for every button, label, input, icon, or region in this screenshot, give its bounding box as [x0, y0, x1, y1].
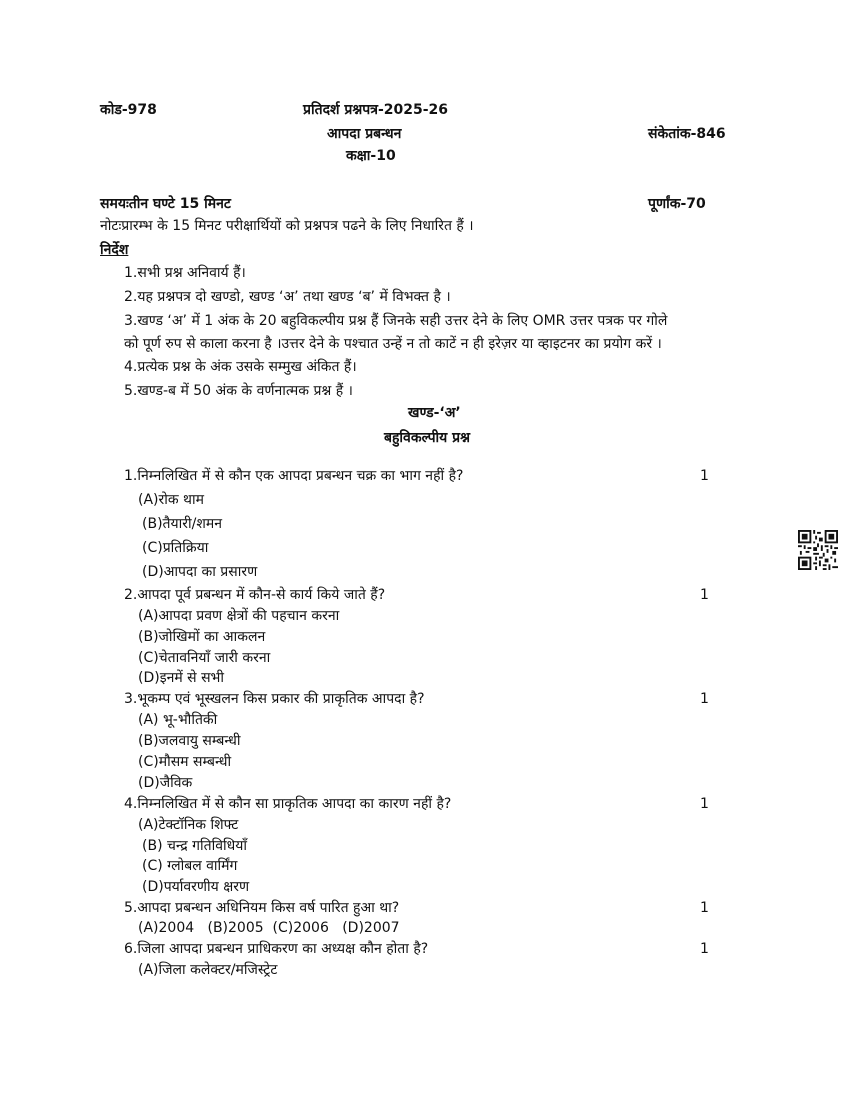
- qr-code-icon: [798, 530, 838, 570]
- question-text: 3.भूकम्प एवं भूस्खलन किस प्रकार की प्राकृतिक आपदा है?: [124, 691, 425, 707]
- question-marks: 1: [700, 587, 709, 603]
- option: (A)आपदा प्रवण क्षेत्रों की पहचान करना: [138, 608, 340, 624]
- note: नोटःप्रारम्भ के 15 मिनट परीक्षार्थियों को प्रश्नपत्र पढने के लिए निधारित हैं ।: [100, 218, 474, 234]
- section-title: खण्ड-‘अ’: [408, 405, 461, 421]
- option: (A)टेक्टॉनिक शिफ्ट: [138, 817, 239, 833]
- option: (A)रोक थाम: [138, 492, 204, 508]
- paper-title: प्रतिदर्श प्रश्नपत्र-2025-26: [303, 102, 449, 118]
- question-text: 4.निम्नलिखित में से कौन सा प्राकृतिक आपदा का कारण नहीं है?: [124, 796, 452, 812]
- option: (A)2004 (B)2005 (C)2006 (D)2007: [138, 920, 400, 936]
- question-text: 6.जिला आपदा प्रबन्धन प्राधिकरण का अध्यक्ष कौन होता है?: [124, 941, 429, 957]
- paper-code: कोड-978: [100, 102, 157, 118]
- option: (B)जोखिमों का आकलन: [138, 629, 266, 645]
- question-marks: 1: [700, 900, 709, 916]
- question-text: 5.आपदा प्रबन्धन अधिनियम किस वर्ष पारित हुआ था?: [124, 900, 400, 916]
- time-allowed: समयःतीन घण्टे 15 मिनट: [100, 196, 231, 212]
- option: (D)इनमें से सभी: [138, 670, 225, 686]
- instruction-item: 4.प्रत्येक प्रश्न के अंक उसके सम्मुख अंकित हैं।: [124, 359, 357, 375]
- instructions-heading: निर्देश: [100, 242, 129, 258]
- option: (D)पर्यावरणीय क्षरण: [142, 879, 250, 895]
- question-marks: 1: [700, 468, 709, 484]
- option: (C) ग्लोबल वार्मिंग: [142, 858, 238, 874]
- section-subtitle: बहुविकल्पीय प्रश्न: [384, 430, 471, 446]
- question-marks: 1: [700, 691, 709, 707]
- option: (D)जैविक: [138, 775, 193, 791]
- subject-title: आपदा प्रबन्धन: [327, 126, 402, 142]
- class-label: कक्षा-10: [346, 148, 396, 164]
- option: (D)आपदा का प्रसारण: [142, 564, 258, 580]
- option: (B)तैयारी/शमन: [142, 516, 222, 532]
- max-marks: पूर्णांक-70: [648, 196, 706, 212]
- option: (C)प्रतिक्रिया: [142, 540, 209, 556]
- option: (B)जलवायु सम्बन्धी: [138, 733, 241, 749]
- question-text: 2.आपदा पूर्व प्रबन्धन में कौन-से कार्य किये जाते हैं?: [124, 587, 386, 603]
- option: (A) भू-भौतिकी: [138, 712, 218, 728]
- instruction-item: 5.खण्ड-ब में 50 अंक के वर्णनात्मक प्रश्न हैं ।: [124, 383, 353, 399]
- option: (A)जिला कलेक्टर/मजिस्ट्रेट: [138, 962, 278, 978]
- option: (C)चेतावनियाँ जारी करना: [138, 650, 271, 666]
- option: (B) चन्द्र गतिविधियाँ: [142, 838, 247, 854]
- question-marks: 1: [700, 941, 709, 957]
- instruction-item: 1.सभी प्रश्न अनिवार्य हैं।: [124, 265, 246, 281]
- instruction-item: को पूर्ण रुप से काला करना है ।उत्तर देने के पश्चात उन्हें न तो काटें न ही इरेज़र या व्हाइटनर का प्रयोग करें ।: [124, 336, 662, 352]
- option: (C)मौसम सम्बन्धी: [138, 754, 232, 770]
- subject-code: संकेतांक-846: [648, 126, 726, 142]
- question-text: 1.निम्नलिखित में से कौन एक आपदा प्रबन्धन चक्र का भाग नहीं है?: [124, 468, 464, 484]
- question-marks: 1: [700, 796, 709, 812]
- instruction-item: 3.खण्ड ‘अ’ में 1 अंक के 20 बहुविकल्पीय प्रश्न हैं जिनके सही उत्तर देने के लिए OMR उत्तर पत्रक पर गोले: [124, 313, 668, 329]
- instruction-item: 2.यह प्रश्नपत्र दो खण्डो, खण्ड ‘अ’ तथा खण्ड ‘ब’ में विभक्त है ।: [124, 289, 451, 305]
